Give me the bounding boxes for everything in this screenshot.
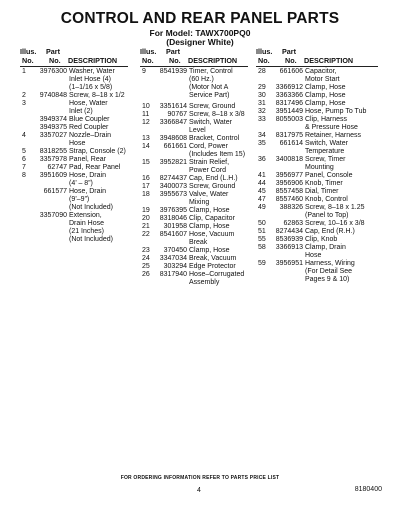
part-number: 3951609 [39, 172, 67, 179]
part-row [20, 172, 128, 188]
part-row [140, 135, 248, 143]
part-row [140, 175, 248, 183]
description-header: DESCRIPTION [304, 55, 354, 65]
part-header: Part [166, 47, 180, 56]
illus-no-header: No. [142, 55, 154, 65]
part-number: 8274437 [159, 175, 187, 182]
parts-list [20, 68, 128, 244]
part-row [256, 156, 378, 172]
illus-number: 55 [258, 236, 266, 243]
illus-number: 25 [142, 263, 150, 270]
part-row [256, 196, 378, 204]
illus-number: 50 [258, 220, 266, 227]
illus-number: 13 [142, 135, 150, 142]
part-description: Extension, Drain Hose (21 Inches) (Not Included) [69, 212, 113, 243]
part-number: 370450 [163, 247, 187, 254]
part-description: Retainer, Harness [305, 132, 362, 139]
part-description: Cord, Power (Includes Item 15) [189, 143, 246, 158]
illus-number: 2 [22, 92, 26, 99]
description-header: DESCRIPTION [68, 55, 118, 65]
part-row [256, 116, 378, 132]
part-number: 90767 [167, 111, 187, 118]
part-row [140, 223, 248, 231]
illus-number: 24 [142, 255, 150, 262]
part-number: 8536939 [275, 236, 303, 243]
part-number: 3366912 [275, 84, 303, 91]
part-row [140, 119, 248, 135]
part-row [20, 100, 128, 116]
part-row [140, 263, 248, 271]
part-description: Screw, 10–16 x 3/8 [305, 220, 365, 227]
part-number: 3952821 [159, 159, 187, 166]
part-description: Strap, Console (2) [69, 148, 126, 155]
model-variant: (Designer White) [166, 37, 234, 47]
part-row [140, 111, 248, 119]
illus-number: 33 [258, 116, 266, 123]
part-number: 661606 [279, 68, 303, 75]
part-row [256, 172, 378, 180]
part-number: 3956906 [275, 180, 303, 187]
part-description: Screw, 8–18 x 1.25 (Panel to Top) [305, 204, 365, 219]
part-number: 8541607 [159, 231, 187, 238]
part-number: 8318255 [39, 148, 67, 155]
parts-list [256, 68, 378, 284]
illus-number: 51 [258, 228, 266, 235]
part-number: 301958 [163, 223, 187, 230]
part-description: Clamp, Hose [189, 223, 230, 230]
part-number: 3357090 [39, 212, 67, 219]
part-number: 8274434 [275, 228, 303, 235]
illus-number: 10 [142, 103, 150, 110]
illus-number: 9 [142, 68, 146, 75]
part-number: 3976395 [159, 207, 187, 214]
illus-number: 45 [258, 188, 266, 195]
part-description: Capacitor, Motor Start [305, 68, 340, 83]
part-number: 661577 [43, 188, 67, 195]
part-row [20, 148, 128, 156]
part-header: Part [282, 47, 296, 56]
part-description: Hose, Water Inlet (2) [69, 100, 108, 115]
illus-number: 12 [142, 119, 150, 126]
header-rule [256, 66, 378, 67]
part-description: Screw, 8–18 x 1/2 [69, 92, 125, 99]
part-row [20, 116, 128, 124]
header-rule [140, 66, 248, 67]
part-number: 3400073 [159, 183, 187, 190]
part-number: 3948608 [159, 135, 187, 142]
illus-number: 11 [142, 111, 150, 118]
illus-number: 8 [22, 172, 26, 179]
part-description: Break, Vacuum [189, 255, 237, 262]
illus-number: 34 [258, 132, 266, 139]
part-description: Cap, End (L.H.) [189, 175, 238, 182]
part-number: 661614 [279, 140, 303, 147]
part-row [140, 159, 248, 175]
parts-column-1 [20, 48, 128, 244]
illus-number: 29 [258, 84, 266, 91]
illus-number: 30 [258, 92, 266, 99]
part-row [140, 215, 248, 223]
part-row [20, 92, 128, 100]
parts-column-3 [256, 48, 378, 284]
illus-number: 49 [258, 204, 266, 211]
illus-number: 58 [258, 244, 266, 251]
part-row [256, 84, 378, 92]
part-row [256, 68, 378, 84]
part-number: 62747 [47, 164, 67, 171]
illus-no-header: No. [258, 55, 270, 65]
illus-number: 6 [22, 156, 26, 163]
part-description: Clamp, Hose [305, 84, 346, 91]
part-number: 8557460 [275, 196, 303, 203]
document-number: 8180400 [354, 486, 382, 493]
part-description: Panel, Console [305, 172, 353, 179]
part-description: Clamp, Hose [189, 207, 230, 214]
column-header [20, 48, 128, 68]
part-description: Bracket, Control [189, 135, 240, 142]
part-number: 8557458 [275, 188, 303, 195]
illus-number: 3 [22, 100, 26, 107]
part-number: 3955673 [159, 191, 187, 198]
part-number: 3949375 [39, 124, 67, 131]
part-description: Switch, Water Level [189, 119, 232, 134]
ordering-note: FOR ORDERING INFORMATION REFER TO PARTS PRICE LIST [120, 475, 280, 481]
part-row [140, 191, 248, 207]
page-title: CONTROL AND REAR PANEL PARTS [60, 10, 340, 27]
part-row [256, 244, 378, 260]
part-number: 62863 [283, 220, 303, 227]
illus-number: 44 [258, 180, 266, 187]
page-number: 4 [197, 487, 201, 494]
illus-header: Illus. [20, 47, 37, 56]
header-rule [20, 66, 128, 67]
part-number: 8055003 [275, 116, 303, 123]
part-row [256, 92, 378, 100]
illus-number: 4 [22, 132, 26, 139]
part-description: Screw, Ground [189, 183, 236, 190]
part-header: Part [46, 47, 60, 56]
part-no-header: No. [169, 55, 181, 65]
part-row [20, 212, 128, 244]
part-description: Timer, Control (60 Hz.) (Motor Not A Service Part) [189, 68, 233, 99]
part-row [256, 132, 378, 140]
part-description: Hose–Corrugated Assembly [189, 271, 245, 286]
part-row [140, 255, 248, 263]
illus-number: 14 [142, 143, 150, 150]
illus-number: 19 [142, 207, 150, 214]
illus-header: Illus. [256, 47, 273, 56]
part-row [140, 143, 248, 159]
illus-number: 15 [142, 159, 150, 166]
illus-number: 36 [258, 156, 266, 163]
illus-number: 47 [258, 196, 266, 203]
part-description: Valve, Water Mixing [189, 191, 229, 206]
part-number: 3351614 [159, 103, 187, 110]
part-number: 3366913 [275, 244, 303, 251]
part-description: Screw, 8–18 x 3/8 [189, 111, 245, 118]
illus-no-header: No. [22, 55, 34, 65]
illus-number: 18 [142, 191, 150, 198]
part-row [256, 180, 378, 188]
illus-number: 16 [142, 175, 150, 182]
part-number: 8541939 [159, 68, 187, 75]
part-description: Blue Coupler [69, 116, 110, 123]
part-number: 3949374 [39, 116, 67, 123]
illus-number: 35 [258, 140, 266, 147]
part-row [20, 188, 128, 212]
illus-number: 23 [142, 247, 150, 254]
part-row [256, 260, 378, 284]
part-no-header: No. [49, 55, 61, 65]
part-number: 3400818 [275, 156, 303, 163]
part-row [140, 183, 248, 191]
illus-number: 26 [142, 271, 150, 278]
part-description: Clamp, Drain Hose [305, 244, 346, 259]
part-number: 3956977 [275, 172, 303, 179]
part-description: Strain Relief, Power Cord [189, 159, 230, 174]
part-description: Red Coupler [69, 124, 109, 131]
part-description: Dial, Timer [305, 188, 339, 195]
part-description: Clamp, Hose [189, 247, 230, 254]
part-row [256, 228, 378, 236]
illus-number: 28 [258, 68, 266, 75]
part-number: 303294 [163, 263, 187, 270]
part-description: Edge Protector [189, 263, 236, 270]
part-description: Screw, Timer Mounting [305, 156, 346, 171]
illus-number: 1 [22, 68, 26, 75]
part-row [256, 204, 378, 220]
part-description: Screw, Ground [189, 103, 236, 110]
illus-number: 21 [142, 223, 150, 230]
part-row [256, 108, 378, 116]
part-description: Hose, Drain (9’–9”) (Not Included) [69, 188, 113, 211]
part-description: Hose, Drain (4’ – 8”) [69, 172, 106, 187]
parts-list [140, 68, 248, 287]
part-number: 3956951 [275, 260, 303, 267]
part-number: 3976300 [39, 68, 67, 75]
part-number: 8318046 [159, 215, 187, 222]
part-row [140, 247, 248, 255]
part-description: Nozzle–Drain Hose [69, 132, 112, 147]
part-row [140, 68, 248, 100]
part-description: Clamp, Hose [305, 100, 346, 107]
part-row [20, 132, 128, 148]
part-number: 3357027 [39, 132, 67, 139]
part-row [256, 100, 378, 108]
description-header: DESCRIPTION [188, 55, 238, 65]
illus-number: 22 [142, 231, 150, 238]
model-line: For Model: TAWX700PQ0 [149, 28, 251, 38]
part-row [140, 207, 248, 215]
part-number: 3951449 [275, 108, 303, 115]
column-header [140, 48, 248, 68]
part-description: Knob, Timer [305, 180, 343, 187]
part-number: 8317975 [275, 132, 303, 139]
part-number: 3347034 [159, 255, 187, 262]
part-description: Harness, Wiring (For Detail See Pages 9 & 10) [305, 260, 355, 283]
illus-number: 31 [258, 100, 266, 107]
part-row [20, 68, 128, 92]
part-row [20, 156, 128, 164]
part-number: 8317496 [275, 100, 303, 107]
part-description: Panel, Rear [69, 156, 106, 163]
part-description: Cap, End (R.H.) [305, 228, 355, 235]
part-number: 3366847 [159, 119, 187, 126]
part-row [20, 124, 128, 132]
part-description: Clip, Capacitor [189, 215, 235, 222]
part-row [256, 220, 378, 228]
part-description: Clamp, Hose [305, 92, 346, 99]
part-no-header: No. [285, 55, 297, 65]
part-number: 661661 [163, 143, 187, 150]
illus-header: Illus. [140, 47, 157, 56]
part-description: Pad, Rear Panel [69, 164, 121, 171]
illus-number: 59 [258, 260, 266, 267]
part-row [256, 236, 378, 244]
part-number: 9740848 [39, 92, 67, 99]
part-number: 8317940 [159, 271, 187, 278]
part-description: Clip, Harness & Pressure Hose [305, 116, 358, 131]
illus-number: 41 [258, 172, 266, 179]
column-header [256, 48, 378, 68]
illus-number: 20 [142, 215, 150, 222]
part-row [140, 271, 248, 287]
illus-number: 32 [258, 108, 266, 115]
part-description: Hose, Pump To Tub [305, 108, 367, 115]
illus-number: 5 [22, 148, 26, 155]
part-number: 3363366 [275, 92, 303, 99]
part-description: Hose, Vacuum Break [189, 231, 235, 246]
parts-column-2 [140, 48, 248, 287]
illus-number: 7 [22, 164, 26, 171]
part-number: 388326 [279, 204, 303, 211]
part-row [140, 231, 248, 247]
part-description: Clip, Knob [305, 236, 338, 243]
illus-number: 17 [142, 183, 150, 190]
part-row [140, 103, 248, 111]
part-number: 3357978 [39, 156, 67, 163]
part-row [256, 140, 378, 156]
part-description: Washer, Water Inlet Hose (4) (1–1/16 x 5/8) [69, 68, 115, 91]
part-description: Switch, Water Temperature [305, 140, 348, 155]
part-row [20, 164, 128, 172]
part-row [256, 188, 378, 196]
part-description: Knob, Control [305, 196, 348, 203]
